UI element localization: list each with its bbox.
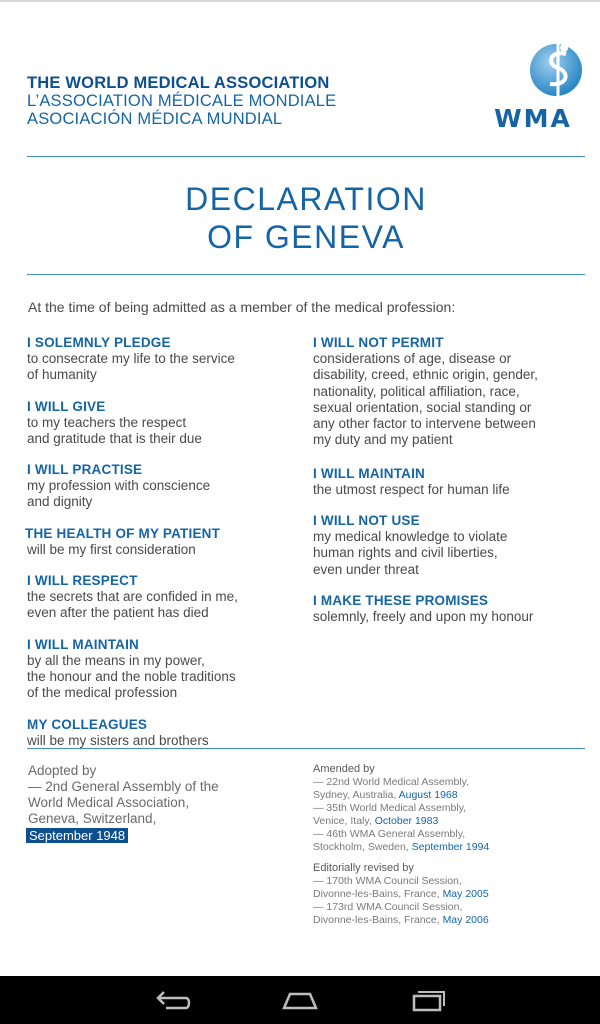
- org-name-english: THE WORLD MEDICAL ASSOCIATION: [27, 74, 330, 92]
- recents-button[interactable]: [408, 986, 448, 1014]
- revised-entry-place: Divonne-les-Bains, France,: [313, 914, 440, 926]
- title-divider: [27, 274, 585, 275]
- amended-entry: [313, 802, 583, 828]
- revised-entry-date: May 2006: [442, 914, 489, 926]
- revised-label: Editorially revised by: [313, 862, 414, 874]
- footer-divider: [27, 748, 585, 749]
- pledge-column-right: [313, 334, 588, 625]
- pledge-item: [313, 512, 588, 578]
- pledge-heading: I WILL RESPECT: [27, 573, 138, 589]
- revised-entry-line1: — 173rd WMA Council Session,: [313, 901, 463, 913]
- pledge-body: to my teachers the respect and gratitude that is their due: [27, 414, 202, 446]
- pledge-body: will be my first consideration: [27, 541, 196, 557]
- pledge-item: [27, 398, 297, 448]
- revised-entry-date: May 2005: [442, 888, 489, 900]
- pledge-body: to consecrate my life to the service of humanity: [27, 351, 235, 383]
- pledge-body: the secrets that are confided in me, even after the patient has died: [27, 589, 238, 621]
- pledge-heading: THE HEALTH OF MY PATIENT: [25, 525, 221, 541]
- back-icon: [152, 986, 192, 1014]
- pledge-item: [27, 334, 297, 384]
- pledge-heading: I SOLEMNLY PLEDGE: [27, 335, 171, 350]
- amended-entry-line1: — 46th WMA General Assembly,: [313, 828, 466, 840]
- pledge-item: [27, 716, 297, 749]
- back-button[interactable]: [152, 986, 192, 1014]
- header-divider: [27, 156, 585, 157]
- pledge-heading: I WILL GIVE: [27, 398, 106, 414]
- adopted-date-selected[interactable]: September 1948: [26, 828, 128, 843]
- revised-entry: [313, 875, 583, 901]
- pledge-item: [27, 572, 297, 622]
- org-name-spanish: ASOCIACIÓN MÉDICA MUNDIAL: [27, 110, 283, 128]
- pledge-body: by all the means in my power, the honour and the noble traditions of the medical profession: [27, 652, 236, 701]
- amended-entry: [313, 828, 583, 854]
- amended-entry-line2: [313, 841, 583, 854]
- pledge-heading: I MAKE THESE PROMISES: [313, 592, 489, 608]
- pledge-body: will be my sisters and brothers: [27, 732, 209, 748]
- amended-entry-line2: [313, 815, 583, 828]
- pledge-body: my medical knowledge to violate human rights and civil liberties, even under threat: [313, 529, 508, 577]
- revised-entry-line1: — 170th WMA Council Session,: [313, 875, 462, 887]
- revised-entry-place: Divonne-les-Bains, France,: [313, 888, 440, 900]
- pledge-body: my profession with conscience and dignity: [27, 478, 211, 510]
- adopted-label: Adopted by: [28, 763, 97, 778]
- amended-entry-line2: [313, 789, 583, 802]
- org-name-french: L’ASSOCIATION MÉDICALE MONDIALE: [27, 92, 337, 110]
- pledge-column-left: [27, 334, 297, 749]
- pledge-body: the utmost respect for human life: [313, 481, 510, 497]
- title-line-1: DECLARATION: [185, 181, 427, 217]
- pledge-item: [27, 636, 297, 702]
- pledge-body: considerations of age, disease or disability, creed, ethnic origin, gender, nationality, political affiliation, race, sexual orientation, social standing or any other factor to intervene between my duty and my patient: [313, 351, 538, 448]
- amended-entry-date: August 1968: [398, 789, 458, 801]
- adopted-text: — 2nd General Assembly of the World Medical Association, Geneva, Switzerland,: [28, 779, 219, 826]
- pledge-item: [27, 461, 297, 511]
- revised-entry-line2: [313, 888, 583, 901]
- amended-label: Amended by: [313, 763, 375, 775]
- wma-logo: [480, 38, 588, 133]
- organization-names: [27, 74, 336, 128]
- pledge-heading: I WILL NOT PERMIT: [313, 335, 444, 350]
- revised-entry: [313, 901, 583, 927]
- top-divider: [0, 0, 600, 2]
- amended-entry-place: Venice, Italy,: [313, 815, 372, 827]
- amended-entry-date: October 1983: [374, 815, 439, 827]
- pledge-heading: I WILL NOT USE: [313, 513, 420, 529]
- amended-entry-line1: — 22nd World Medical Assembly,: [313, 776, 470, 788]
- adopted-block: [28, 763, 219, 845]
- pledge-heading: I WILL MAINTAIN: [313, 465, 425, 481]
- home-icon: [280, 986, 320, 1014]
- amended-entry-line1: — 35th World Medical Assembly,: [313, 802, 467, 814]
- revised-entry-line2: [313, 914, 583, 927]
- intro-text: At the time of being admitted as a member of the medical profession:: [28, 299, 456, 315]
- amended-entry-date: September 1994: [411, 841, 490, 853]
- title-line-2: OF GENEVA: [207, 219, 405, 255]
- page-title: [0, 180, 600, 256]
- amendment-history: [313, 763, 583, 927]
- pledge-heading: I WILL MAINTAIN: [27, 636, 139, 652]
- pledge-body: solemnly, freely and upon my honour: [313, 608, 534, 624]
- pledge-item: [313, 592, 588, 625]
- home-button[interactable]: [280, 986, 320, 1014]
- globe-staff-icon: [528, 38, 584, 98]
- recents-icon: [408, 986, 448, 1014]
- pledge-heading: I WILL PRACTISE: [27, 462, 143, 478]
- pledge-item: [25, 525, 297, 558]
- amended-entry-place: Stockholm, Sweden,: [313, 841, 409, 853]
- android-navigation-bar: [0, 976, 600, 1024]
- logo-wordmark: WMA: [494, 104, 572, 133]
- amended-entry: [313, 776, 583, 802]
- pledge-item: [313, 465, 588, 498]
- amended-entry-place: Sydney, Australia,: [313, 789, 397, 801]
- pledge-item: [313, 334, 588, 449]
- pledge-heading: MY COLLEAGUES: [27, 716, 148, 732]
